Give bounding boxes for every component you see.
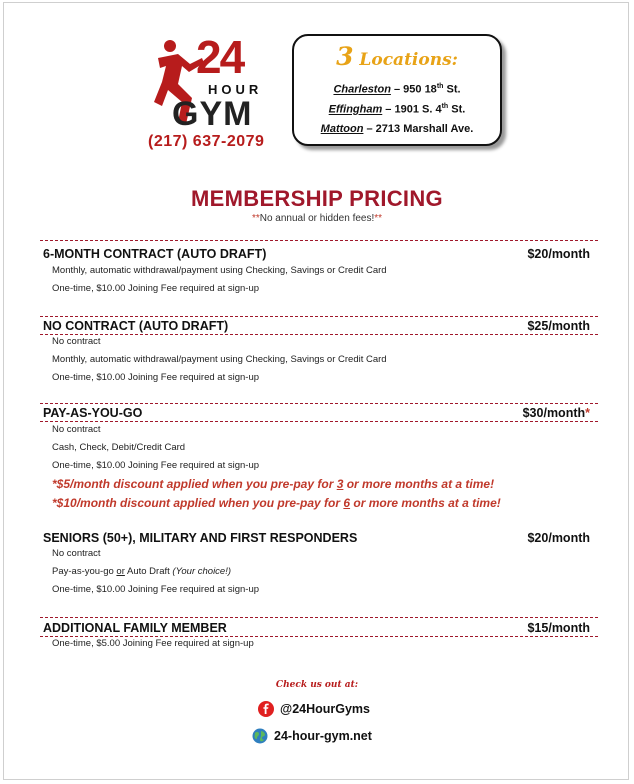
page-subtitle: **No annual or hidden fees!** <box>251 213 383 224</box>
plan-seniors-military <box>40 531 598 601</box>
location-mattoon: Mattoon – 2713 Marshall Ave. <box>320 123 474 135</box>
plan-divider <box>40 240 598 241</box>
plan-detail: One-time, $10.00 Joining Fee required at sign-up <box>52 584 260 595</box>
website-link[interactable]: 24-hour-gym.net <box>252 728 372 746</box>
plan-pay-as-you-go <box>40 403 598 519</box>
location-charleston: Charleston – 950 18th St. <box>333 83 461 96</box>
plan-detail: Monthly, automatic withdrawal/payment using Checking, Savings or Credit Card <box>52 265 387 276</box>
plan-name: 6-MONTH CONTRACT (AUTO DRAFT) <box>43 247 267 261</box>
plan-divider <box>40 636 598 637</box>
facebook-link[interactable]: @24HourGyms <box>258 701 370 719</box>
plan-6-month-contract <box>40 240 598 304</box>
logo-hour: HOUR <box>208 82 263 97</box>
locations-label: Locations: <box>359 50 458 70</box>
plan-divider <box>40 421 598 422</box>
page-title: MEMBERSHIP PRICING <box>191 186 443 211</box>
locations-box <box>292 34 502 146</box>
plan-name: ADDITIONAL FAMILY MEMBER <box>43 621 227 635</box>
plan-name: SENIORS (50+), MILITARY AND FIRST RESPONDERS <box>43 531 358 545</box>
plan-price: $25/month <box>527 319 590 333</box>
plan-divider <box>40 403 598 404</box>
plan-family-member <box>40 617 598 657</box>
plan-name: NO CONTRACT (AUTO DRAFT) <box>43 319 229 333</box>
phone-number[interactable]: (217) 637-2079 <box>148 133 265 150</box>
plan-choice: Pay-as-you-go or Auto Draft (Your choice!) <box>52 566 232 577</box>
locations-count: 3 <box>336 42 354 71</box>
plan-divider <box>40 617 598 618</box>
logo-gym: GYM <box>172 95 253 133</box>
gym-logo <box>148 31 276 159</box>
check-us-out: Check us out at: <box>275 680 359 690</box>
plan-detail: One-time, $10.00 Joining Fee required at sign-up <box>52 283 260 294</box>
locations-title <box>294 42 500 71</box>
globe-icon <box>252 728 268 744</box>
plan-price: $30/month* <box>522 406 590 420</box>
plan-detail: One-time, $10.00 Joining Fee required at sign-up <box>52 372 260 383</box>
plan-price: $20/month <box>527 531 590 545</box>
plan-no-contract <box>40 316 598 396</box>
logo-number: 24 <box>196 31 244 83</box>
plan-detail: No contract <box>52 548 101 559</box>
promo-3-month: *$5/month discount applied when you pre-pay for 3 or more months at a time! <box>52 477 495 491</box>
plan-divider <box>40 334 598 335</box>
plan-detail: No contract <box>52 424 101 435</box>
plan-detail: No contract <box>52 336 101 347</box>
plan-detail: Monthly, automatic withdrawal/payment using Checking, Savings or Credit Card <box>52 354 387 365</box>
plan-detail: One-time, $5.00 Joining Fee required at sign-up <box>52 638 254 649</box>
plan-price: $20/month <box>527 247 590 261</box>
plan-price: $15/month <box>527 621 590 635</box>
location-effingham: Effingham – 1901 S. 4th St. <box>328 103 466 116</box>
promo-6-month: *$10/month discount applied when you pre-pay for 6 or more months at a time! <box>52 496 501 510</box>
plan-detail: Cash, Check, Debit/Credit Card <box>52 442 186 453</box>
plan-name: PAY-AS-YOU-GO <box>43 406 143 420</box>
plan-detail: One-time, $10.00 Joining Fee required at sign-up <box>52 460 260 471</box>
plan-divider <box>40 316 598 317</box>
facebook-icon <box>258 701 274 717</box>
